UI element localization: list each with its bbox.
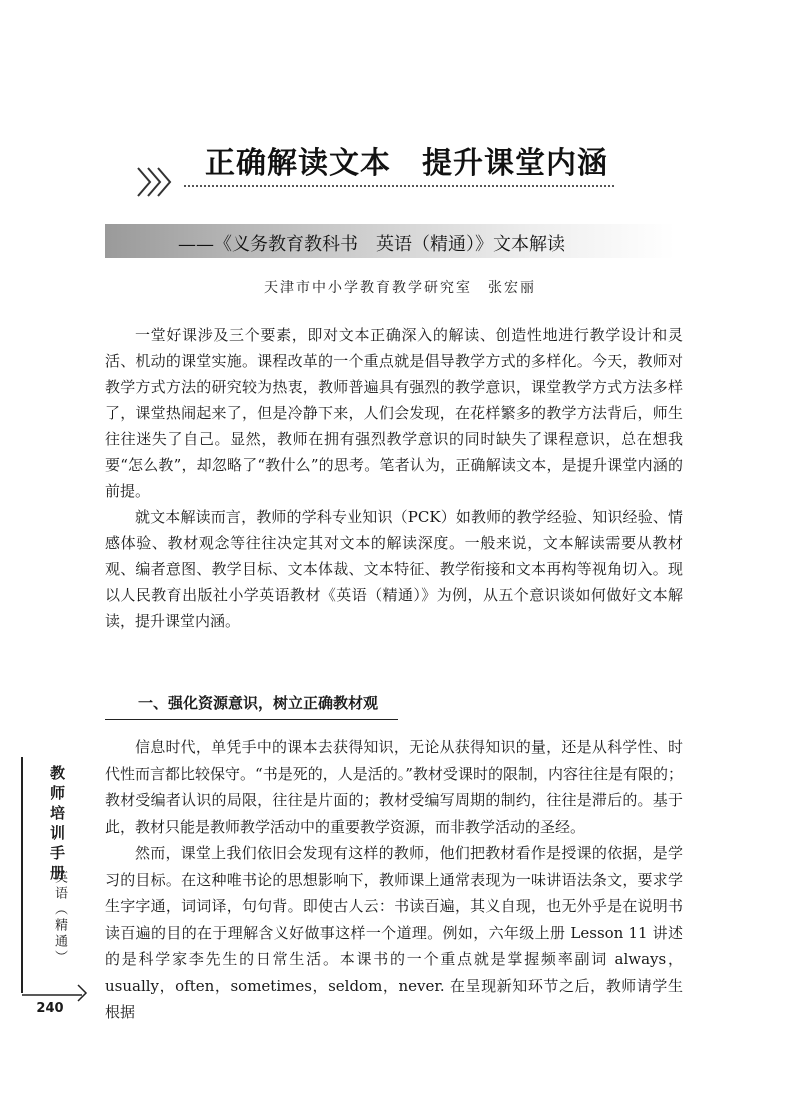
manual-subtitle: 英语（精通） <box>52 870 67 966</box>
section-heading-rule <box>105 719 398 720</box>
subtitle: ——《义务教育教科书 英语（精通）》文本解读 <box>178 234 565 255</box>
paragraph: 然而，课堂上我们依旧会发现有这样的教师，他们把教材看作是授课的依据，是学习的目标。在这种唯书论的思想影响下，教师课上通常表现为一味讲语法条文，要求学生字字通，词词译，句句背。即使古人云：书读百遍，其义自现，也无外乎是在说明书读百遍的目的在于理解含义好做事这样一个道理。例如，六年级上册 Lesson 11 讲述的是科学家李先生的日常生活。本课书的一个重点就是掌握频率副词 always，usually，often，sometimes，seldom，never. 在呈现新知环节之后，教师请学生根据 <box>105 844 683 1021</box>
title-block <box>0 0 800 200</box>
author-line: 天津市中小学教育教学研究室 张宏丽 <box>264 280 536 296</box>
manual-title: 教师培训手册 <box>48 765 66 885</box>
paragraph: 就文本解读而言，教师的学科专业知识（PCK）如教师的教学经验、知识经验、情感体验、教材观念等往往决定其对文本的解读深度。一般来说，文本解读需要从教材观、编者意图、教学目标、文本体裁、文本特征、教学衔接和文本再构等视角切入。现以人民教育出版社小学英语教材《英语（精通）》为例，从五个意识谈如何做好文本解读，提升课堂内涵。 <box>105 508 683 630</box>
title-dotted-rule <box>184 185 614 187</box>
paragraph: 一堂好课涉及三个要素，即对文本正确深入的解读、创造性地进行教学设计和灵活、机动的课堂实施。课程改革的一个重点就是倡导教学方式的多样化。今天，教师对教学方式方法的研究较为热衷，教师普遍具有强烈的教学意识，课堂教学方式方法多样了，课堂热闹起来了，但是冷静下来，人们会发现，在花样繁多的教学方法背后，师生往往迷失了自己。显然，教师在拥有强烈教学意识的同时缺失了课程意识，总在想我要“怎么教”，却忽略了“教什么”的思考。笔者认为，正确解读文本，是提升课堂内涵的前提。 <box>105 326 683 500</box>
page-title: 正确解读文本 提升课堂内涵 <box>205 146 608 181</box>
section-body <box>105 734 683 1026</box>
chevron-arrows-icon <box>136 164 184 200</box>
side-tab <box>18 755 90 1025</box>
page-number: 240 <box>36 1001 64 1016</box>
paragraph: 信息时代，单凭手中的课本去获得知识，无论从获得知识的量，还是从科学性、时代性而言都比较保守。“书是死的，人是活的。”教材受课时的限制，内容往往是有限的；教材受编者认识的局限，往往是片面的；教材受编写周期的制约，往往是滞后的。基于此，教材只能是教师教学活动中的重要教学资源，而非教学活动的圣经。 <box>105 738 683 836</box>
section-heading: 一、强化资源意识，树立正确教材观 <box>138 694 379 712</box>
intro-body <box>105 322 683 634</box>
